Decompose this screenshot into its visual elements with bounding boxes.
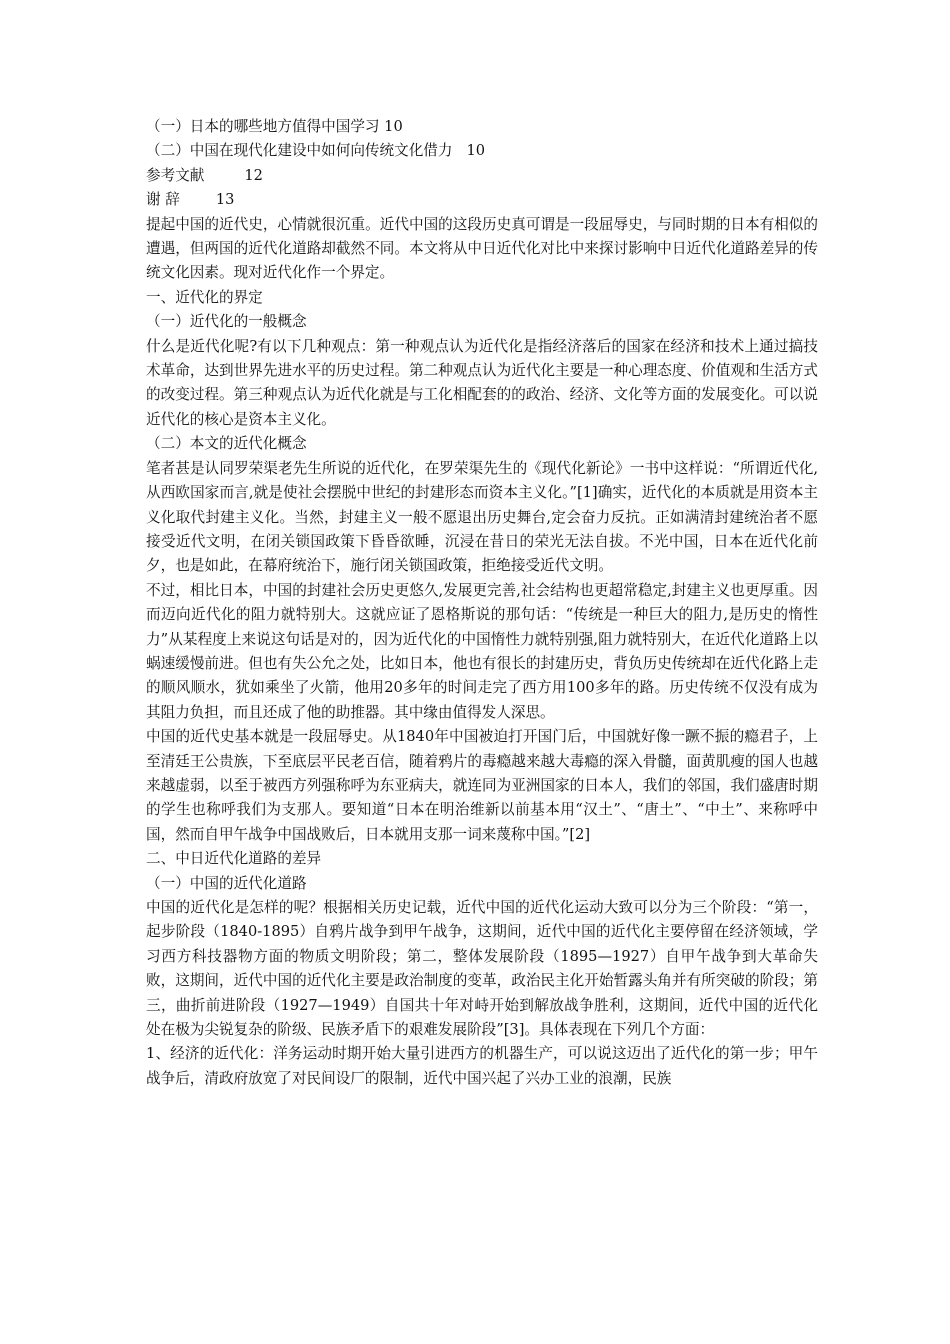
section-heading: 二、中日近代化道路的差异 (146, 850, 322, 868)
body-paragraph: 1、经济的近代化：洋务运动时期开始大量引进西方的机器生产，可以说这迈出了近代化的第一步；甲午战争后，清政府放宽了对民间设厂的限制，近代中国兴起了兴办工业的浪潮，民族 (146, 1045, 818, 1087)
body-paragraph: 中国的近代史基本就是一段屈辱史。从1840年中国被迫打开国门后，中国就好像一蹶不振的瘾君子，上至清廷王公贵族，下至底层平民老百信，随着鸦片的毒瘾越来越大毒瘾的深入骨髓，面黄肌瘦的国人也越来越虚弱，以至于被西方列强称呼为东亚病夫，就连同为亚洲国家的日本人，我们的邻国，我们盛唐时期的学生也称呼我们为支那人。要知道“日本在明治维新以前基本用“汉土”、“唐土”、“中土”、来称呼中国，然而自甲午战争中国战败后，日本就用支那一词来蔑称中国。”[2] (146, 728, 818, 843)
body-paragraph: 不过，相比日本，中国的封建社会历史更悠久,发展更完善,社会结构也更超常稳定,封建主义也更厚重。因而迈向近代化的阻力就特别大。这就应证了恩格斯说的那句话：“传统是一种巨大的阻力,是历史的惰性力”从某程度上来说这句话是对的，因为近代化的中国惰性力就特别强,阻力就特别大，在近代化道路上以蜗速缓慢前进。但也有失公允之处，比如日本，他也有很长的封建历史，背负历史传统却在近代化路上走的顺风顺水，犹如乘坐了火箭，他用20多年的时间走完了西方用100多年的路。历史传统不仅没有成为其阻力负担，而且还成了他的助推器。其中缘由值得发人深思。 (146, 581, 818, 721)
toc-entry-page: 10 (466, 142, 486, 160)
document-body (146, 115, 818, 1091)
intro-paragraph: 提起中国的近代史，心情就很沉重。近代中国的这段历史真可谓是一段屈辱史，与同时期的日本有相似的遭遇，但两国的近代化道路却截然不同。本文将从中日近代化对比中来探讨影响中日近代化道路差异的传统文化因素。现对近代化作一个界定。 (146, 215, 818, 282)
toc-entry[interactable] (146, 164, 818, 188)
subsection-heading: （一）中国的近代化道路 (146, 874, 307, 892)
toc-entry[interactable] (146, 139, 818, 163)
subsection-heading: （二）本文的近代化概念 (146, 435, 307, 453)
table-of-contents (146, 115, 818, 213)
body-paragraph: 什么是近代化呢?有以下几种观点：第一种观点认为近代化是指经济落后的国家在经济和技术上通过搞技术革命，达到世界先进水平的历史过程。第二种观点认为近代化主要是一种心理态度、价值观和生活方式的改变过程。第三种观点认为近代化就是与工化相配套的的政治、经济、文化等方面的发展变化。可以说近代化的核心是资本主义化。 (146, 337, 818, 428)
body-paragraph: 笔者甚是认同罗荣渠老先生所说的近代化，在罗荣渠先生的《现代化新论》一书中这样说：“所谓近代化,从西欧国家而言,就是使社会摆脱中世纪的封建形态而资本主义化。”[1]确实，近代化的本质就是用资本主义化取代封建主义化。当然，封建主义一般不愿退出历史舞台,定会奋力反抗。正如满清封建统治者不愿接受近代文明，在闭关锁国政策下昏昏欲睡，沉浸在昔日的荣光无法自拔。不光中国，日本在近代化前夕，也是如此，在幕府统治下，施行闭关锁国政策，拒绝接受近代文明。 (146, 459, 818, 575)
body-paragraph: 中国的近代化是怎样的呢？根据相关历史记载，近代中国的近代化运动大致可以分为三个阶段：“第一，起步阶段（1840-1895）自鸦片战争到甲午战争，这期间，近代中国的近代化主要停留在经济领域，学习西方科技器物方面的物质文明阶段；第二，整体发展阶段（1895—1927）自甲午战争到大革命失败，这期间，近代中国的近代化主要是政治制度的变革，政治民主化开始暂露头角并有所突破的阶段；第三，曲折前进阶段（1927—1949）自国共十年对峙开始到解放战争胜利，这期间，近代中国的近代化处在极为尖锐复杂的阶级、民族矛盾下的艰难发展阶段”[3]。具体表现在下列几个方面： (146, 899, 818, 1039)
toc-entry-page: 10 (384, 118, 403, 135)
toc-entry-title: 参考文献 (146, 166, 205, 184)
toc-entry[interactable] (146, 115, 818, 139)
toc-entry-page: 13 (215, 191, 235, 209)
section-heading: 一、近代化的界定 (146, 288, 263, 306)
toc-entry-page: 12 (244, 166, 263, 184)
subsection-heading: （一）近代化的一般概念 (146, 313, 307, 331)
toc-entry-title: 谢 辞 (146, 191, 180, 209)
toc-entry[interactable] (146, 188, 818, 212)
toc-entry-title: （一）日本的哪些地方值得中国学习 (146, 118, 380, 135)
toc-entry-title: （二）中国在现代化建设中如何向传统文化借力 (146, 142, 453, 160)
